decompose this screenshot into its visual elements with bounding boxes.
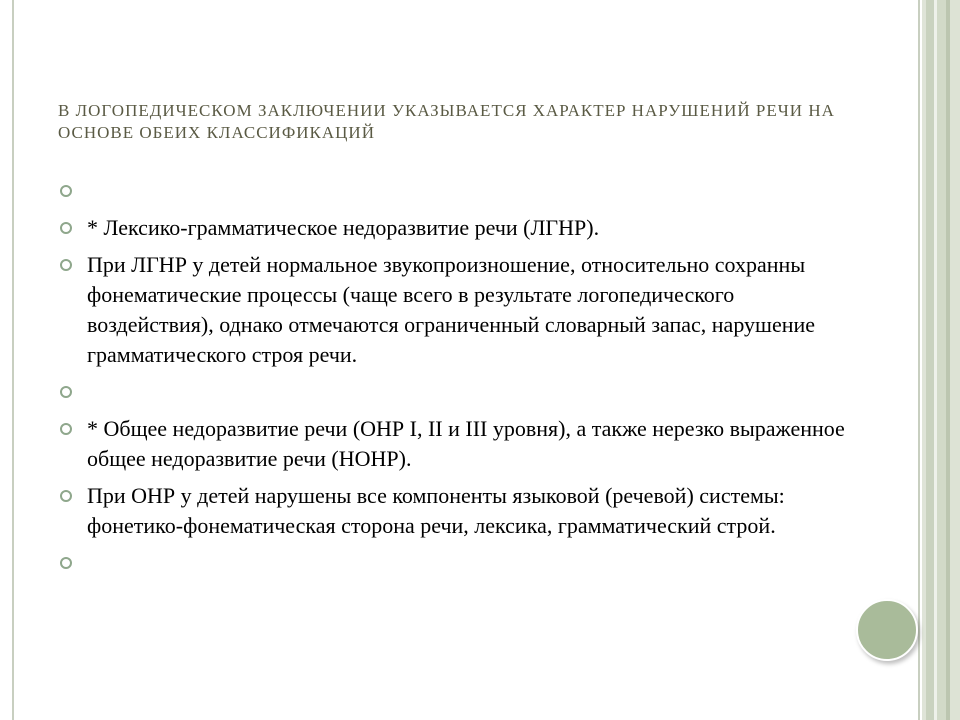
stripe [937,0,946,720]
bullet-list [60,176,860,585]
bullet-ring-icon [60,222,72,234]
bullet-ring-icon [60,259,72,271]
slide-title: В ЛОГОПЕДИЧЕСКОМ ЗАКЛЮЧЕНИИ УКАЗЫВАЕТСЯ ХАРАКТЕР НАРУШЕНИЙ РЕЧИ НА ОСНОВЕ ОБЕИХ КЛАССИФИКАЦИЙ [58,101,835,142]
list-item [60,548,860,578]
bullet-text: * Общее недоразвитие речи (ОНР I, II и III уровня), а также нерезко выраженное общее недоразвитие речи (НОНР). [87,416,845,471]
list-item [60,213,860,243]
bullet-text: При ОНР у детей нарушены все компоненты языковой (речевой) системы: фонетико-фонематическая сторона речи, лексика, грамматический строй. [87,483,785,538]
list-item [60,176,860,206]
bullet-text: * Лексико-грамматическое недоразвитие речи (ЛГНР). [87,215,600,240]
bullet-ring-icon [60,386,72,398]
bullet-ring-icon [60,423,72,435]
bullet-ring-icon [60,490,72,502]
bullet-ring-icon [60,557,72,569]
list-item [60,250,860,370]
list-item [60,481,860,541]
stripe [926,0,934,720]
decorative-circle [856,599,918,661]
bullet-ring-icon [60,185,72,197]
list-item [60,377,860,407]
list-item [60,414,860,474]
decorative-side-stripes [922,0,960,720]
bullet-text: При ЛГНР у детей нормальное звукопроизношение, относительно сохранны фонематические процессы (чаще всего в результате логопедического воздействия), однако отмечаются ограниченный словарный запас, нарушение грамматического строя речи. [87,252,816,367]
stripe [950,0,960,720]
